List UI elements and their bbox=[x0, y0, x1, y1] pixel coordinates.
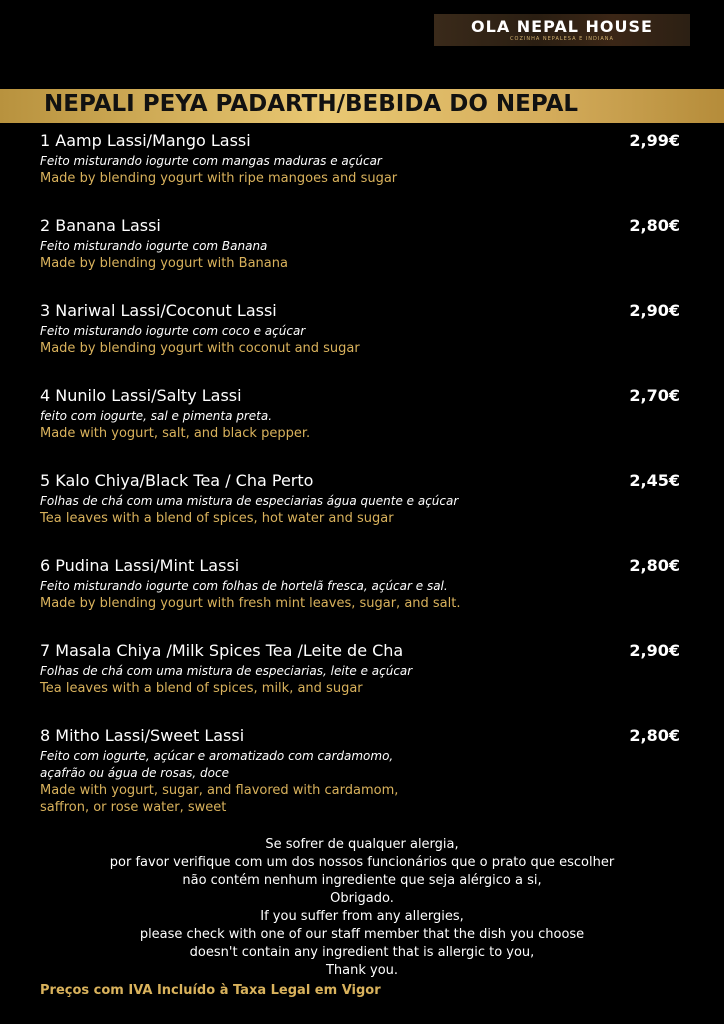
menu-item bbox=[40, 471, 690, 551]
vat-note: Preços com IVA Incluído à Taxa Legal em Vigor bbox=[40, 983, 381, 998]
item-price: 2,45€ bbox=[629, 471, 680, 490]
notice-line: Thank you. bbox=[325, 963, 399, 978]
menu-item bbox=[40, 641, 690, 721]
logo-name: OLA NEPAL HOUSE bbox=[471, 17, 653, 36]
item-description-en: Made by blending yogurt with Banana bbox=[40, 256, 288, 271]
notice-line: não contém nenhum ingrediente que seja alérgico a si, bbox=[182, 873, 542, 888]
item-name: 4 Nunilo Lassi/Salty Lassi bbox=[40, 386, 242, 405]
menu-item bbox=[40, 131, 690, 211]
item-description-en: Made with yogurt, salt, and black pepper. bbox=[40, 426, 311, 441]
allergy-notice bbox=[0, 836, 724, 980]
item-name: 8 Mitho Lassi/Sweet Lassi bbox=[40, 726, 245, 745]
item-price: 2,99€ bbox=[629, 131, 680, 150]
item-description-pt: Feito misturando iogurte com mangas maduras e açúcar bbox=[40, 154, 382, 168]
item-description-en: Made by blending yogurt with coconut and sugar bbox=[40, 341, 360, 356]
item-price: 2,90€ bbox=[629, 301, 680, 320]
menu-item bbox=[40, 216, 690, 296]
item-description-pt: feito com iogurte, sal e pimenta preta. bbox=[40, 409, 273, 423]
section-banner bbox=[0, 89, 724, 123]
item-description-en: Tea leaves with a blend of spices, milk, and sugar bbox=[40, 681, 363, 696]
item-description-en: Tea leaves with a blend of spices, hot water and sugar bbox=[40, 511, 394, 526]
notice-line: Obrigado. bbox=[330, 891, 394, 906]
item-price: 2,80€ bbox=[629, 556, 680, 575]
item-price: 2,90€ bbox=[629, 641, 680, 660]
item-description-pt: Feito com iogurte, açúcar e aromatizado com cardamomo, açafrão ou água de rosas, doce bbox=[40, 749, 394, 780]
notice-line: If you suffer from any allergies, bbox=[260, 909, 464, 924]
menu-item bbox=[40, 386, 690, 466]
item-price: 2,70€ bbox=[629, 386, 680, 405]
item-description-pt: Feito misturando iogurte com folhas de hortelã fresca, açúcar e sal. bbox=[40, 579, 448, 593]
item-description-pt: Feito misturando iogurte com Banana bbox=[40, 239, 268, 253]
item-name: 1 Aamp Lassi/Mango Lassi bbox=[40, 131, 251, 150]
menu-item bbox=[40, 301, 690, 381]
menu-item bbox=[40, 726, 690, 818]
item-description-pt: Folhas de chá com uma mistura de especiarias, leite e açúcar bbox=[40, 664, 413, 678]
item-description-pt: Folhas de chá com uma mistura de especiarias água quente e açúcar bbox=[40, 494, 459, 508]
item-description-pt: Feito misturando iogurte com coco e açúcar bbox=[40, 324, 306, 338]
item-name: 7 Masala Chiya /Milk Spices Tea /Leite de Cha bbox=[40, 641, 404, 660]
restaurant-logo bbox=[434, 14, 690, 46]
notice-line: Se sofrer de qualquer alergia, bbox=[265, 837, 459, 852]
item-description-en: Made by blending yogurt with fresh mint leaves, sugar, and salt. bbox=[40, 596, 461, 611]
item-price: 2,80€ bbox=[629, 216, 680, 235]
logo-subtitle: COZINHA NEPALESA E INDIANA bbox=[510, 36, 614, 42]
item-description-en: Made by blending yogurt with ripe mangoes and sugar bbox=[40, 171, 398, 186]
section-title: NEPALI PEYA PADARTH/BEBIDA DO NEPAL bbox=[44, 91, 579, 117]
item-name: 2 Banana Lassi bbox=[40, 216, 161, 235]
notice-line: por favor verifique com um dos nossos funcionários que o prato que escolher bbox=[109, 855, 615, 870]
item-name: 3 Nariwal Lassi/Coconut Lassi bbox=[40, 301, 277, 320]
notice-line: please check with one of our staff member that the dish you choose bbox=[139, 927, 585, 942]
item-description-en: Made with yogurt, sugar, and flavored with cardamom, saffron, or rose water, sweet bbox=[40, 783, 399, 815]
item-name: 5 Kalo Chiya/Black Tea / Cha Perto bbox=[40, 471, 314, 490]
item-name: 6 Pudina Lassi/Mint Lassi bbox=[40, 556, 240, 575]
item-price: 2,80€ bbox=[629, 726, 680, 745]
menu-item bbox=[40, 556, 690, 636]
notice-line: doesn't contain any ingredient that is allergic to you, bbox=[189, 945, 535, 960]
